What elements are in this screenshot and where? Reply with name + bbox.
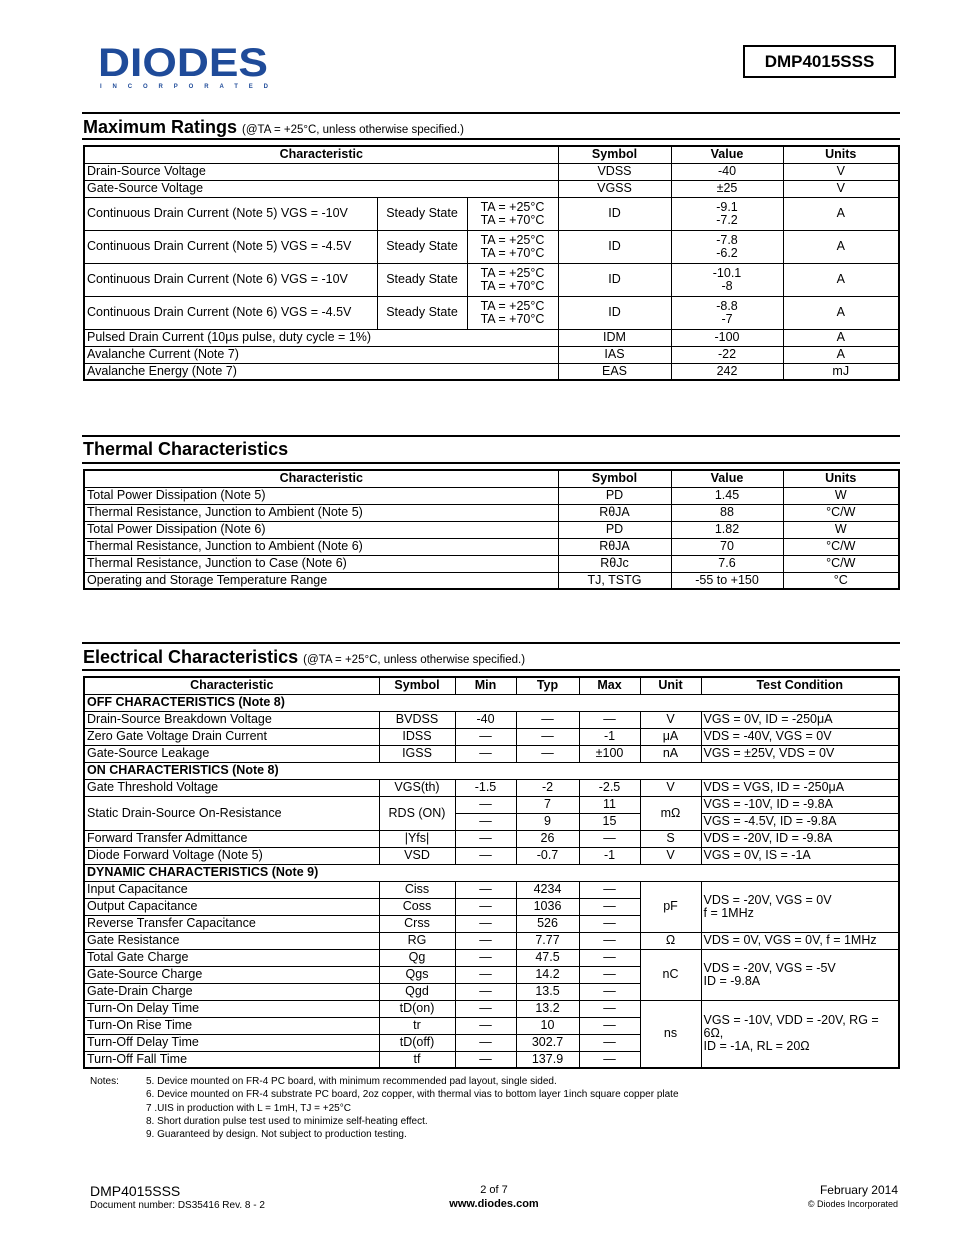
cell-unit: A <box>783 296 899 329</box>
cell-unit: mΩ <box>640 796 701 830</box>
section-rule <box>82 669 900 671</box>
table-row <box>84 881 899 898</box>
col-header: Max <box>579 677 640 694</box>
cell-min: — <box>455 1017 516 1034</box>
cell-value: ±25 <box>671 180 783 197</box>
cell-value: 242 <box>671 363 783 380</box>
cell-value: 70 <box>671 538 783 555</box>
cell-symbol: VGS(th) <box>379 779 455 796</box>
cell-characteristic: Continuous Drain Current (Note 6) VGS = -10V <box>84 263 377 296</box>
cell-typ: — <box>516 728 579 745</box>
table-row <box>84 538 899 555</box>
cell-max: — <box>579 881 640 898</box>
cell-condition: VDS = 0V, VGS = 0V, f = 1MHz <box>701 932 899 949</box>
cell-characteristic: Reverse Transfer Capacitance <box>84 915 379 932</box>
footer-page: 2 of 7 <box>480 1184 508 1196</box>
cell-characteristic: Gate-Source Leakage <box>84 745 379 762</box>
cell-unit: °C/W <box>783 504 899 521</box>
section-rule <box>82 462 900 464</box>
col-header: Units <box>783 146 899 163</box>
cell-unit: V <box>783 180 899 197</box>
cell-characteristic: Diode Forward Voltage (Note 5) <box>84 847 379 864</box>
group-row <box>84 864 899 881</box>
cell-symbol: Ciss <box>379 881 455 898</box>
cell-unit: A <box>783 346 899 363</box>
cell-unit: W <box>783 521 899 538</box>
cell-max: — <box>579 898 640 915</box>
cell-characteristic: Total Power Dissipation (Note 5) <box>84 487 558 504</box>
temp-2: TA = +70°C <box>480 278 545 293</box>
cell-value <box>671 263 783 296</box>
cell-symbol: tD(on) <box>379 1000 455 1017</box>
cell-min: — <box>455 830 516 847</box>
temp-2: TA = +70°C <box>480 245 545 260</box>
col-header: Characteristic <box>84 677 379 694</box>
cell-symbol: Coss <box>379 898 455 915</box>
cell-value <box>671 197 783 230</box>
cell-symbol: tr <box>379 1017 455 1034</box>
condition-line: VDS = -20V, VGS = -5V <box>703 960 836 975</box>
col-header: Unit <box>640 677 701 694</box>
cell-unit: A <box>783 230 899 263</box>
cell-max: -1 <box>579 728 640 745</box>
value-1: -7.8 <box>716 232 738 247</box>
thermal-table <box>83 469 900 590</box>
cell-typ: 47.5 <box>516 949 579 966</box>
cell-symbol: ID <box>558 197 671 230</box>
cell-unit: W <box>783 487 899 504</box>
cell-state: Steady State <box>377 230 467 263</box>
cell-value <box>671 230 783 263</box>
cell-temperature <box>467 296 558 329</box>
cell-min: — <box>455 796 516 813</box>
cell-typ: 13.5 <box>516 983 579 1000</box>
cell-symbol: ID <box>558 230 671 263</box>
group-row <box>84 762 899 779</box>
temp-2: TA = +70°C <box>480 212 545 227</box>
cell-typ: 9 <box>516 813 579 830</box>
electrical-heading <box>83 647 525 668</box>
cell-max: — <box>579 949 640 966</box>
cell-state: Steady State <box>377 263 467 296</box>
section-rule <box>82 112 900 114</box>
cell-symbol: IAS <box>558 346 671 363</box>
cell-characteristic: Input Capacitance <box>84 881 379 898</box>
cell-symbol: Qgs <box>379 966 455 983</box>
table-header-row <box>84 146 899 163</box>
col-header: Value <box>671 146 783 163</box>
cell-characteristic: Pulsed Drain Current (10μs pulse, duty cycle = 1%) <box>84 329 558 346</box>
col-header: Value <box>671 470 783 487</box>
table-row <box>84 263 899 296</box>
table-row <box>84 711 899 728</box>
footer-center <box>427 1183 561 1211</box>
cell-characteristic: Thermal Resistance, Junction to Ambient (Note 5) <box>84 504 558 521</box>
notes-label: Notes: <box>90 1076 119 1087</box>
col-header: Characteristic <box>84 470 558 487</box>
cell-state: Steady State <box>377 296 467 329</box>
cell-unit: μA <box>640 728 701 745</box>
section-title: Electrical Characteristics <box>83 647 299 667</box>
cell-symbol: EAS <box>558 363 671 380</box>
cell-characteristic: Avalanche Energy (Note 7) <box>84 363 558 380</box>
cell-characteristic: Turn-On Rise Time <box>84 1017 379 1034</box>
cell-max: -2.5 <box>579 779 640 796</box>
table-row <box>84 830 899 847</box>
cell-characteristic: Gate-Source Voltage <box>84 180 558 197</box>
cell-characteristic: Thermal Resistance, Junction to Case (Note 6) <box>84 555 558 572</box>
table-row <box>84 296 899 329</box>
col-header: Symbol <box>379 677 455 694</box>
logo-subtext: INCORPORATED <box>100 84 268 90</box>
cell-characteristic: Operating and Storage Temperature Range <box>84 572 558 589</box>
cell-characteristic: Turn-Off Delay Time <box>84 1034 379 1051</box>
footer-url[interactable]: www.diodes.com <box>449 1198 539 1210</box>
cell-symbol: RG <box>379 932 455 949</box>
value-2: -7 <box>721 311 733 326</box>
cell-max: — <box>579 1000 640 1017</box>
table-row <box>84 572 899 589</box>
cell-symbol: RθJA <box>558 538 671 555</box>
temp-2: TA = +70°C <box>480 311 545 326</box>
table-row <box>84 197 899 230</box>
cell-max: 15 <box>579 813 640 830</box>
cell-symbol: ID <box>558 296 671 329</box>
value-2: -7.2 <box>716 212 738 227</box>
cell-typ: 13.2 <box>516 1000 579 1017</box>
cell-condition <box>701 881 899 932</box>
condition-line: VDS = -20V, VGS = 0V <box>703 892 832 907</box>
value-1: -8.8 <box>716 298 738 313</box>
cell-min: — <box>455 898 516 915</box>
footer-right <box>808 1183 898 1210</box>
cell-unit: A <box>783 263 899 296</box>
cell-typ: 4234 <box>516 881 579 898</box>
cell-min: — <box>455 1000 516 1017</box>
thermal-heading: Thermal Characteristics <box>83 439 289 459</box>
table-row <box>84 521 899 538</box>
cell-symbol: VSD <box>379 847 455 864</box>
cell-unit: mJ <box>783 363 899 380</box>
cell-unit: Ω <box>640 932 701 949</box>
cell-characteristic: Avalanche Current (Note 7) <box>84 346 558 363</box>
table-row <box>84 555 899 572</box>
value-1: -10.1 <box>712 265 742 280</box>
cell-characteristic: Turn-On Delay Time <box>84 1000 379 1017</box>
cell-typ: 7 <box>516 796 579 813</box>
cell-condition: VGS = ±25V, VDS = 0V <box>701 745 899 762</box>
cell-characteristic: Gate-Source Charge <box>84 966 379 983</box>
cell-characteristic: Turn-Off Fall Time <box>84 1051 379 1068</box>
cell-symbol: tf <box>379 1051 455 1068</box>
cell-characteristic: Drain-Source Voltage <box>84 163 558 180</box>
cell-typ: — <box>516 711 579 728</box>
cell-characteristic: Total Gate Charge <box>84 949 379 966</box>
footer-docnum: Document number: DS35416 Rev. 8 - 2 <box>90 1200 265 1211</box>
cell-max: — <box>579 830 640 847</box>
cell-value: -40 <box>671 163 783 180</box>
cell-max: ±100 <box>579 745 640 762</box>
cell-symbol: VDSS <box>558 163 671 180</box>
cell-characteristic: Continuous Drain Current (Note 6) VGS = -4.5V <box>84 296 377 329</box>
max-ratings-heading <box>83 117 464 138</box>
group-label: ON CHARACTERISTICS (Note 8) <box>84 762 899 779</box>
cell-symbol: IDSS <box>379 728 455 745</box>
cell-temperature <box>467 263 558 296</box>
cell-characteristic: Output Capacitance <box>84 898 379 915</box>
cell-unit: nC <box>640 949 701 1000</box>
note-item: 9. Guaranteed by design. Not subject to production testing. <box>146 1129 407 1141</box>
table-row <box>84 796 899 813</box>
cell-max: — <box>579 1017 640 1034</box>
cell-min: -40 <box>455 711 516 728</box>
cell-characteristic: Zero Gate Voltage Drain Current <box>84 728 379 745</box>
cell-value: -100 <box>671 329 783 346</box>
cell-unit: A <box>783 197 899 230</box>
value-1: -9.1 <box>716 199 738 214</box>
cell-characteristic: Gate-Drain Charge <box>84 983 379 1000</box>
footer-part: DMP4015SSS <box>90 1183 181 1199</box>
cell-unit: °C/W <box>783 538 899 555</box>
section-rule <box>82 435 900 437</box>
cell-min: — <box>455 881 516 898</box>
cell-typ: -0.7 <box>516 847 579 864</box>
cell-max: — <box>579 711 640 728</box>
table-row <box>84 329 899 346</box>
cell-symbol: tD(off) <box>379 1034 455 1051</box>
part-number-box: DMP4015SSS <box>743 45 896 78</box>
cell-unit: V <box>640 711 701 728</box>
table-row <box>84 949 899 966</box>
condition-line: ID = -1A, RL = 20Ω <box>703 1039 810 1054</box>
cell-characteristic: Forward Transfer Admittance <box>84 830 379 847</box>
col-header: Typ <box>516 677 579 694</box>
cell-unit: A <box>783 329 899 346</box>
temp-1: TA = +25°C <box>480 199 545 214</box>
group-label: DYNAMIC CHARACTERISTICS (Note 9) <box>84 864 899 881</box>
col-header: Symbol <box>558 470 671 487</box>
cell-unit: V <box>783 163 899 180</box>
cell-typ: 1036 <box>516 898 579 915</box>
cell-typ: 137.9 <box>516 1051 579 1068</box>
cell-symbol: TJ, TSTG <box>558 572 671 589</box>
table-row <box>84 346 899 363</box>
cell-max: 11 <box>579 796 640 813</box>
section-subtitle: (@TA = +25°C, unless otherwise specified.) <box>242 124 464 136</box>
table-row <box>84 779 899 796</box>
note-item: 8. Short duration pulse test used to minimize self-heating effect. <box>146 1115 428 1127</box>
cell-condition: VGS = 0V, IS = -1A <box>701 847 899 864</box>
cell-unit: °C <box>783 572 899 589</box>
cell-max: -1 <box>579 847 640 864</box>
cell-value: -22 <box>671 346 783 363</box>
logo-wordmark: DIODES <box>98 44 268 85</box>
cell-symbol: ID <box>558 263 671 296</box>
footer-left <box>90 1183 265 1211</box>
cell-symbol: PD <box>558 487 671 504</box>
cell-min: — <box>455 728 516 745</box>
cell-symbol: IGSS <box>379 745 455 762</box>
cell-symbol: VGSS <box>558 180 671 197</box>
cell-value <box>671 296 783 329</box>
table-row <box>84 363 899 380</box>
note-item: 6. Device mounted on FR-4 substrate PC board, 2oz copper, with thermal vias to bottom layer 1inch square copper plate <box>146 1089 679 1101</box>
cell-symbol: RθJA <box>558 504 671 521</box>
cell-characteristic: Continuous Drain Current (Note 5) VGS = -10V <box>84 197 377 230</box>
cell-typ: 14.2 <box>516 966 579 983</box>
cell-value: 1.82 <box>671 521 783 538</box>
cell-symbol: RθJc <box>558 555 671 572</box>
cell-typ: 26 <box>516 830 579 847</box>
cell-typ: 526 <box>516 915 579 932</box>
cell-min: — <box>455 915 516 932</box>
cell-condition: VGS = 0V, ID = -250μA <box>701 711 899 728</box>
cell-symbol: |Yfs| <box>379 830 455 847</box>
section-subtitle: (@TA = +25°C, unless otherwise specified.) <box>303 654 526 666</box>
cell-temperature <box>467 197 558 230</box>
cell-symbol: Qg <box>379 949 455 966</box>
table-row <box>84 728 899 745</box>
cell-state: Steady State <box>377 197 467 230</box>
table-row <box>84 847 899 864</box>
table-row <box>84 932 899 949</box>
cell-condition: VDS = VGS, ID = -250μA <box>701 779 899 796</box>
cell-characteristic: Static Drain-Source On-Resistance <box>84 796 379 830</box>
cell-min: — <box>455 949 516 966</box>
table-header-row <box>84 470 899 487</box>
cell-max: — <box>579 915 640 932</box>
section-title: Maximum Ratings <box>83 117 238 137</box>
cell-symbol: BVDSS <box>379 711 455 728</box>
cell-characteristic: Gate Resistance <box>84 932 379 949</box>
table-row <box>84 504 899 521</box>
cell-condition: VDS = -20V, ID = -9.8A <box>701 830 899 847</box>
cell-condition: VGS = -10V, ID = -9.8A <box>701 796 899 813</box>
col-header: Symbol <box>558 146 671 163</box>
cell-min: — <box>455 813 516 830</box>
cell-condition: VDS = -40V, VGS = 0V <box>701 728 899 745</box>
cell-condition <box>701 949 899 1000</box>
cell-typ: -2 <box>516 779 579 796</box>
diodes-logo <box>98 44 276 90</box>
cell-max: — <box>579 1034 640 1051</box>
cell-min: -1.5 <box>455 779 516 796</box>
cell-typ: — <box>516 745 579 762</box>
temp-1: TA = +25°C <box>480 232 545 247</box>
cell-min: — <box>455 847 516 864</box>
value-2: -6.2 <box>716 245 738 260</box>
cell-typ: 7.77 <box>516 932 579 949</box>
table-row <box>84 230 899 263</box>
note-item: 5. Device mounted on FR-4 PC board, with minimum recommended pad layout, single sided. <box>146 1076 557 1087</box>
max-ratings-table <box>83 145 900 381</box>
cell-typ: 302.7 <box>516 1034 579 1051</box>
cell-symbol: PD <box>558 521 671 538</box>
cell-min: — <box>455 932 516 949</box>
cell-value: -55 to +150 <box>671 572 783 589</box>
table-row <box>84 1000 899 1017</box>
cell-unit: S <box>640 830 701 847</box>
cell-value: 1.45 <box>671 487 783 504</box>
electrical-table <box>83 676 900 1069</box>
cell-characteristic: Total Power Dissipation (Note 6) <box>84 521 558 538</box>
condition-line: f = 1MHz <box>703 905 754 920</box>
notes-list <box>146 1075 846 1141</box>
cell-symbol: RDS (ON) <box>379 796 455 830</box>
cell-typ: 10 <box>516 1017 579 1034</box>
cell-characteristic: Drain-Source Breakdown Voltage <box>84 711 379 728</box>
col-header: Min <box>455 677 516 694</box>
cell-min: — <box>455 1034 516 1051</box>
col-header: Units <box>783 470 899 487</box>
section-rule <box>82 138 900 140</box>
temp-1: TA = +25°C <box>480 265 545 280</box>
cell-max: — <box>579 966 640 983</box>
table-row <box>84 487 899 504</box>
cell-unit: ns <box>640 1000 701 1068</box>
footer-copyright: © Diodes Incorporated <box>807 1199 898 1209</box>
group-label: OFF CHARACTERISTICS (Note 8) <box>84 694 899 711</box>
cell-unit: V <box>640 779 701 796</box>
cell-symbol: Crss <box>379 915 455 932</box>
cell-max: — <box>579 932 640 949</box>
cell-max: — <box>579 1051 640 1068</box>
note-item: 7 .UIS in production with L = 1mH, TJ = +25°C <box>146 1102 351 1114</box>
cell-symbol: Qgd <box>379 983 455 1000</box>
temp-1: TA = +25°C <box>480 298 545 313</box>
table-header-row <box>84 677 899 694</box>
cell-condition <box>701 1000 899 1068</box>
cell-condition: VGS = -4.5V, ID = -9.8A <box>701 813 899 830</box>
cell-min: — <box>455 1051 516 1068</box>
footer-date: February 2014 <box>819 1183 898 1197</box>
cell-symbol: IDM <box>558 329 671 346</box>
col-header: Characteristic <box>84 146 558 163</box>
cell-characteristic: Gate Threshold Voltage <box>84 779 379 796</box>
cell-min: — <box>455 983 516 1000</box>
cell-temperature <box>467 230 558 263</box>
cell-value: 7.6 <box>671 555 783 572</box>
cell-characteristic: Thermal Resistance, Junction to Ambient (Note 6) <box>84 538 558 555</box>
cell-value: 88 <box>671 504 783 521</box>
cell-unit: V <box>640 847 701 864</box>
group-row <box>84 694 899 711</box>
cell-unit: pF <box>640 881 701 932</box>
condition-line: ID = -9.8A <box>703 973 761 988</box>
cell-min: — <box>455 966 516 983</box>
cell-unit: nA <box>640 745 701 762</box>
section-rule <box>82 642 900 644</box>
table-row <box>84 745 899 762</box>
cell-characteristic: Continuous Drain Current (Note 5) VGS = -4.5V <box>84 230 377 263</box>
condition-line: VGS = -10V, VDD = -20V, RG = 6Ω, <box>703 1013 879 1041</box>
cell-min: — <box>455 745 516 762</box>
value-2: -8 <box>721 278 733 293</box>
cell-max: — <box>579 983 640 1000</box>
table-row <box>84 180 899 197</box>
cell-unit: °C/W <box>783 555 899 572</box>
table-row <box>84 163 899 180</box>
col-header: Test Condition <box>701 677 899 694</box>
